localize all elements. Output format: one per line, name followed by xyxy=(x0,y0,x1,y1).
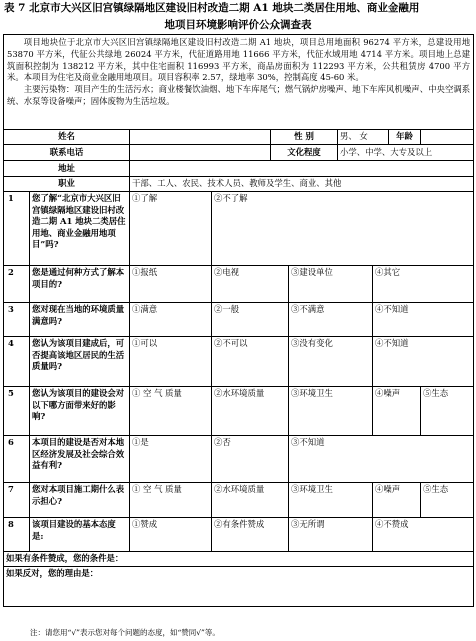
question-number: 4 xyxy=(4,337,30,387)
job-label: 职业 xyxy=(4,177,130,192)
address-label: 地址 xyxy=(4,161,130,177)
answer-option[interactable]: ②电视 xyxy=(212,266,289,303)
answer-option[interactable]: ①满意 xyxy=(130,303,212,337)
question-text: 您认为该项目建成后，可否提高该地区居民的生活质量吗? xyxy=(30,337,130,387)
survey-table xyxy=(3,34,474,607)
job-options[interactable]: 干部、工人、农民、技术人员、教师及学生、商业、其他 xyxy=(130,177,474,192)
answer-option[interactable]: ③没有变化 xyxy=(289,337,373,387)
education-options[interactable]: 小学、中学、大专及以上 xyxy=(338,145,474,161)
conditional-approval-field[interactable]: 如果有条件赞成，您的条件是： xyxy=(4,552,474,567)
question-text: 您对本项目施工期什么表示担心? xyxy=(30,483,130,518)
question-text: 该项目建设的基本态度是: xyxy=(30,518,130,552)
table-title-line1: 表 7 北京市大兴区旧宫镇绿隔地区建设旧村改造二期 A1 地块二类居住用地、商业金融用 xyxy=(4,2,420,14)
project-description xyxy=(4,35,474,130)
age-field[interactable] xyxy=(421,130,474,145)
answer-option[interactable]: ④不知道 xyxy=(373,303,474,337)
pollutant-summary: 主要污染物：项目产生的生活污水；商业楼餐饮油烟、地下车库尾气；燃气锅炉房噪声、地下车库风机噪声、中央空调系统、水泵等设备噪声；固体废物为生活垃圾。 xyxy=(7,84,471,106)
question-number: 7 xyxy=(4,483,30,518)
answer-option[interactable]: ④噪声 xyxy=(373,483,421,518)
answer-option[interactable]: ②水环境质量 xyxy=(212,483,289,518)
question-number: 6 xyxy=(4,436,30,483)
question-number: 3 xyxy=(4,303,30,337)
footnote: 注：请您用“√”表示您对每个问题的态度，如“赞同√”等。 xyxy=(30,628,220,637)
answer-option[interactable]: ④不知道 xyxy=(373,337,474,387)
question-text: 您是通过何种方式了解本项目的? xyxy=(30,266,130,303)
answer-option[interactable]: ③不满意 xyxy=(289,303,373,337)
question-number: 1 xyxy=(4,192,30,266)
answer-option[interactable]: ①可以 xyxy=(130,337,212,387)
question-number: 8 xyxy=(4,518,30,552)
gender-options[interactable]: 男、 女 xyxy=(338,130,389,145)
answer-option[interactable]: ①报纸 xyxy=(130,266,212,303)
question-row xyxy=(4,436,474,483)
answer-option[interactable]: ②否 xyxy=(212,436,289,483)
gender-label: 性 别 xyxy=(271,130,338,145)
question-text: 本项目的建设是否对本地区经济发展及社会综合效益有利? xyxy=(30,436,130,483)
answer-option[interactable]: ②有条件赞成 xyxy=(212,518,289,552)
education-label: 文化程度 xyxy=(271,145,338,161)
question-text: 您对现在当地的环境质量满意吗? xyxy=(30,303,130,337)
question-number: 5 xyxy=(4,387,30,436)
answer-option[interactable]: ①是 xyxy=(130,436,212,483)
question-row xyxy=(4,266,474,303)
answer-option[interactable]: ③环境卫生 xyxy=(289,387,373,436)
address-field[interactable] xyxy=(130,161,474,177)
phone-field[interactable] xyxy=(130,145,271,161)
project-summary: 项目地块位于北京市大兴区旧宫镇绿隔地区建设旧村改造二期 A1 地块，项目总用地面积 96274 平方米，总建设用地 53870 平方米，代征公共绿地 26024 平方米，代征道路用地 11666 平方米，代征水域用地 4714 平方米。项目地上总建筑面积控制为 138212 平方米，其中住宅面积 116993 平方米，商品房面积为 112293 平方米，公共租赁房 4700 平方米。本项目为住宅及商业金融用地项目。项目容积率 2.57，绿地率 30%，控制高度 45-60 米。 xyxy=(7,37,471,83)
answer-option[interactable]: ③环境卫生 xyxy=(289,483,373,518)
question-row xyxy=(4,192,474,266)
answer-option[interactable]: ① 空 气 质量 xyxy=(130,387,212,436)
phone-label: 联系电话 xyxy=(4,145,130,161)
answer-option[interactable]: ①了解 xyxy=(130,192,212,266)
answer-option[interactable]: ① 空 气 质量 xyxy=(130,483,212,518)
answer-option[interactable]: ④噪声 xyxy=(373,387,421,436)
answer-option[interactable]: ③无所谓 xyxy=(289,518,373,552)
table-title-line2: 地项目环境影响评价公众调查表 xyxy=(164,19,312,31)
answer-option[interactable]: ③建设单位 xyxy=(289,266,373,303)
age-label: 年龄 xyxy=(389,130,421,145)
answer-option[interactable]: ⑤生态 xyxy=(421,387,474,436)
opposition-reason-field[interactable]: 如果反对，您的理由是： xyxy=(4,566,474,606)
question-row xyxy=(4,303,474,337)
question-row xyxy=(4,518,474,552)
answer-option[interactable]: ②不可以 xyxy=(212,337,289,387)
question-row xyxy=(4,337,474,387)
answer-option[interactable]: ③不知道 xyxy=(289,436,474,483)
name-label: 姓名 xyxy=(4,130,130,145)
question-text: 您了解“北京市大兴区旧宫镇绿隔地区建设旧村改造二期 A1 地块二类居住用地、商业金融用地项目”吗? xyxy=(30,192,130,266)
answer-option[interactable]: ①赞成 xyxy=(130,518,212,552)
question-number: 2 xyxy=(4,266,30,303)
answer-option[interactable]: ④其它 xyxy=(373,266,474,303)
answer-option[interactable]: ②一般 xyxy=(212,303,289,337)
answer-option[interactable]: ⑤生态 xyxy=(421,483,474,518)
answer-option[interactable]: ②水环境质量 xyxy=(212,387,289,436)
name-field[interactable] xyxy=(130,130,271,145)
question-row xyxy=(4,387,474,436)
answer-option[interactable]: ②不了解 xyxy=(212,192,474,266)
question-row xyxy=(4,483,474,518)
question-text: 您认为该项目的建设会对以下哪方面带来好的影响? xyxy=(30,387,130,436)
answer-option[interactable]: ④不赞成 xyxy=(373,518,474,552)
